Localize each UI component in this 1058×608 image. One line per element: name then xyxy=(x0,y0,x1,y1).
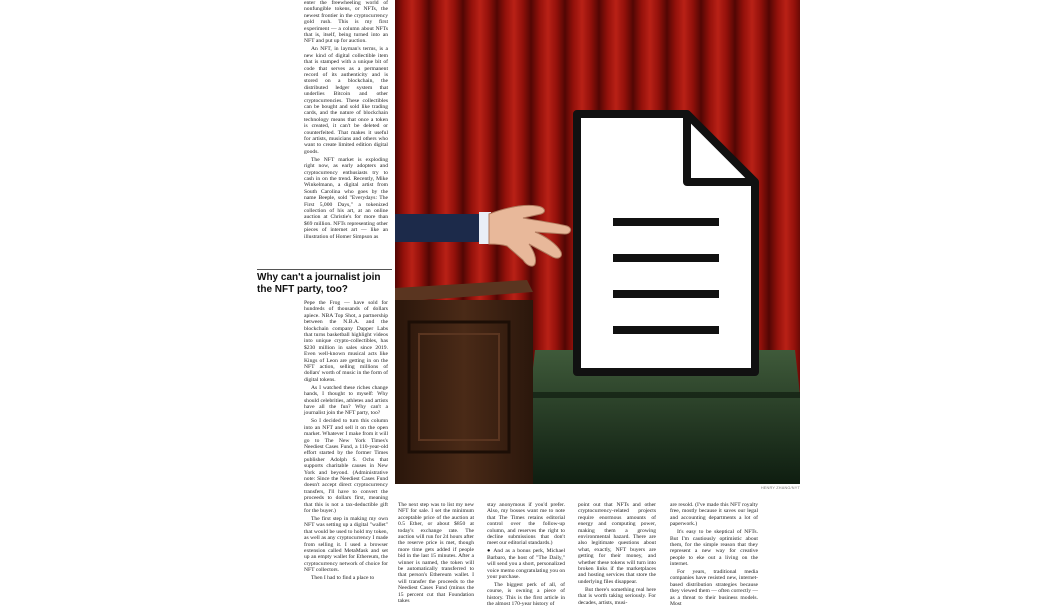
paragraph: The biggest perk of all, of course, is owning a piece of history. This is the first article in the almost 170-year history of xyxy=(487,581,565,608)
paragraph: point out that NFTs and other cryptocurrency-related projects require enormous amounts of energy and computing power, making them a growing environmental hazard. There are also legitimate questions about what, exactly, NFT buyers are getting for their money, and whether these tokens will turn into broken links if the marketplaces and hosting services that store the underlying files disappear. xyxy=(578,502,656,585)
paragraph: Then I had to find a place to xyxy=(311,575,375,582)
wooden-podium xyxy=(395,280,533,484)
paragraph: are resold. (I've made this NFT royalty free, mostly because it saves our legal and accounting departments a lot of paperwork.) xyxy=(670,502,758,528)
article-column-left-top xyxy=(304,0,388,260)
paragraph: Pepe the Frog — have sold for hundreds of thousands of dollars apiece. NBA Top Shot, a partnership between the N.B.A. and the blockchain company Dapper Labs that turns basketball highlight videos into unique crypto-collectibles, has $230 million in sales since 2019. Even well-known musical acts like Kings of Leon are getting in on the NFT action, selling millions of dollars' worth of music in the form of digital tokens. xyxy=(304,300,388,383)
subhead: Why can't a journalist join the NFT party, too? xyxy=(257,272,381,295)
subhead-rule xyxy=(257,269,392,270)
paragraph: But there's something real here that is worth taking seriously. For decades, artists, musi- xyxy=(578,586,656,606)
paragraph: As I watched these riches change hands, I thought to myself: Why should celebrities, athletes and artists have all the fun? Why can't a journalist join the NFT party, too? xyxy=(304,384,388,417)
article-column-bottom-4 xyxy=(670,502,758,608)
paragraph: enter the freewheeling world of nonfungible tokens, or NFTs, the newest frontier in the cryptocurrency gold rush. This is my first experiment — a column about NFTs that is, itself, being turned into an NFT and put up for auction. xyxy=(304,0,388,45)
article-column-bottom-1 xyxy=(398,502,474,604)
paragraph: The NFT market is exploding right now, as early adopters and cryptocurrency enthusiasts try to cash in on the trend. Recently, Mike Winkelmann, a digital artist from South Carolina who goes by the name Beeple, sold "Everydays: The First 5,000 Days," a tokenized collection of his art, at an online auction at Christie's for more than $69 million. NFTs representing other pieces of internet art — like an illustration of Homer Simpson as xyxy=(304,156,388,240)
paragraph: It's easy to be skeptical of NFTs. But I'm cautiously optimistic about them, for the simple reason that they represent a new way for creative people to eke out a living on the internet. xyxy=(670,529,758,568)
article-column-bottom-2 xyxy=(487,502,565,608)
paragraph: The next step was to list my new NFT for sale. I set the minimum acceptable price of the auction at 0.5 Ether, or about $850 at today's exchange rate. The auction will run for 24 hours after the reserve price is met, though more time gets added if people bid in the last 15 minutes. After a winner is named, the token will be automatically transferred to that person's Ethereum wallet. I will transfer the proceeds to the Neediest Cases Fund (minus the 15 percent cut that Foundation takes xyxy=(398,502,474,605)
paragraph: stay anonymous if you'd prefer. Also, my bosses want me to note that The Times retains editorial control over the follow-up column, and reserves the right to decline submissions that don't meet our editorial standards.) xyxy=(487,502,565,547)
paragraph: The first step in making my own NFT was setting up a digital "wallet" that would be used to hold my token, as well as any cryptocurrency I made from selling it. I used a browser extension called MetaMask and set up an empty wallet for Ethereum, the cryptocurrency network of choice for NFT collectors. xyxy=(304,515,388,574)
paragraph: So I decided to turn this column into an NFT and sell it on the open market. Whatever I make from it will go to The New York Times's Neediest Cases Fund, a 110-year-old effort started by the former Times publisher Adolph S. Ochs that supports charitable causes in New York and beyond. (Administrative note: Since the Neediest Cases Fund doesn't accept direct cryptocurrency transfers, I'll have to convert the proceeds to dollars first, meaning that this is not a tax-deductible gift for the buyer.) xyxy=(304,418,388,514)
article-column-left-bottom xyxy=(304,300,388,604)
paragraph: For years, traditional media companies have resisted new, internet-based distribution strategies because they viewed them — often correctly — as a threat to their business models. Most xyxy=(670,569,758,608)
article-column-bottom-3 xyxy=(578,502,656,604)
document-icon xyxy=(577,114,755,372)
paragraph: ● And as a bonus perk, Michael Barbaro, the host of "The Daily," will send you a short, personalized voice memo congratulating you on your purchase. xyxy=(487,548,565,580)
illustration-svg xyxy=(395,0,800,484)
illustration-auction-document xyxy=(395,0,800,484)
paragraph: An NFT, in layman's terms, is a new kind of digital collectible item that is stamped with a unique bit of code that serves as a permanent record of its authenticity and is stored on a blockchain, the distributed ledger system that underlies Bitcoin and other cryptocurrencies. These collectibles can be bought and sold like trading cards, and the nature of blockchain technology means that once a token is created, it can't be deleted or counterfeited. That makes it useful for artists, musicians and others who want to create limited edition digital goods. xyxy=(304,46,388,155)
photo-credit: HENRY ZHANG/NYT xyxy=(760,486,800,490)
